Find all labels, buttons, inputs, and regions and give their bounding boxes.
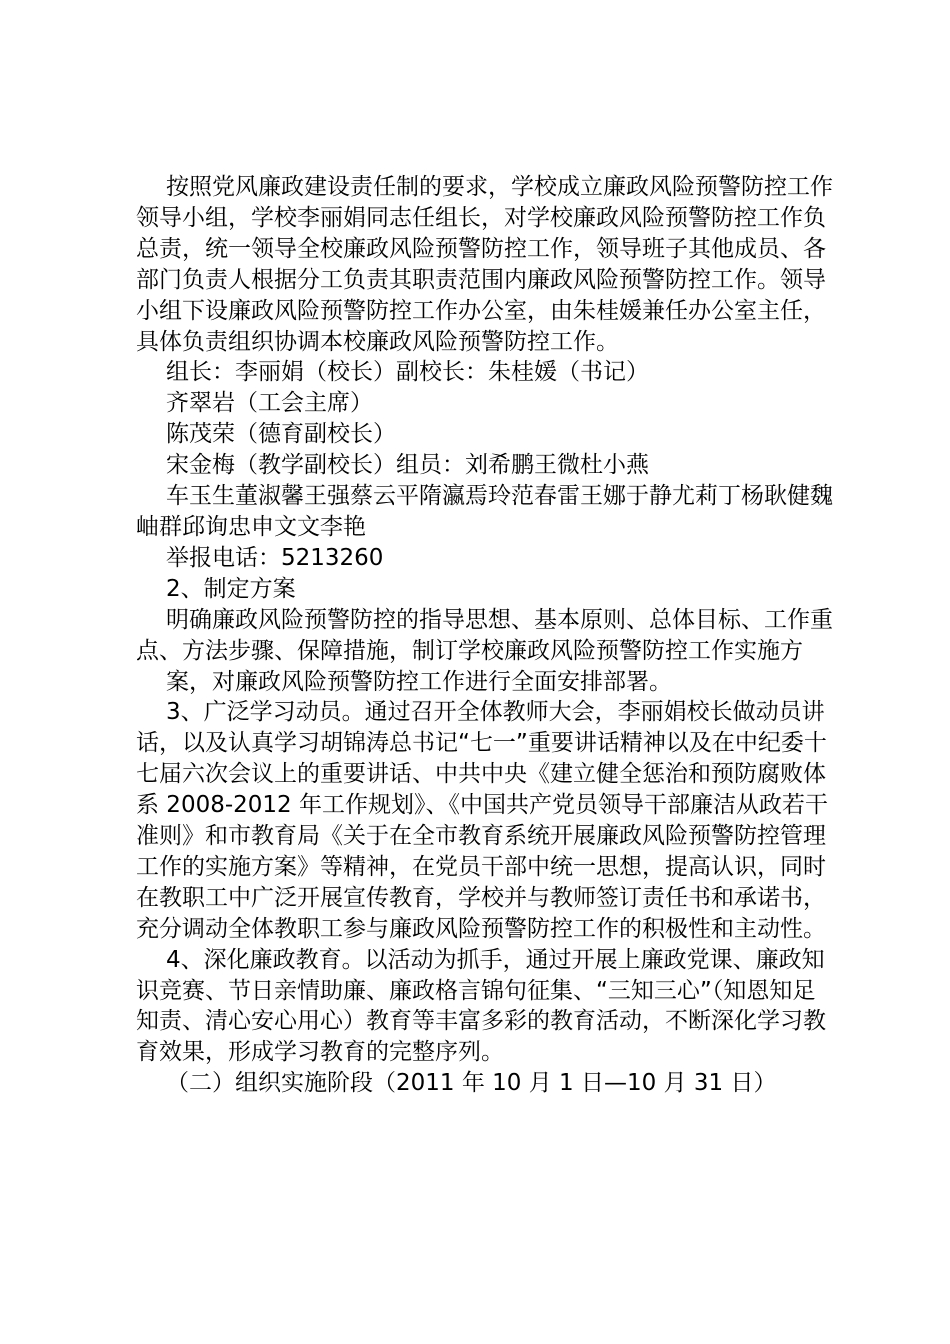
paragraph-study-mobilization: 3、广泛学习动员。通过召开全体教师大会，李丽娟校长做动员讲话，以及认真学习胡锦涛总书记“七一”重要讲话精神以及在中纪委十七届六次会议上的重要讲话、中共中央《建立健全惩治和预防腐败体系 2008-2012 年工作规划》、《中国共产党员领导干部廉洁从政若干准则》和市教育局《关于在全市教育系统开展廉政风险预警防控管理工作的实施方案》等精神，在党员干部中统一思想，提高认识，同时在教职工中广泛开展宣传教育，学校并与教师签订责任书和承诺书，充分调动全体教职工参与廉政风险预警防控工作的积极性和主动性。 bbox=[136, 699, 828, 942]
paragraph-member-chen: 陈茂荣（德育副校长） bbox=[166, 421, 396, 448]
paragraph-member-list: 车玉生董淑馨王强蔡云平隋瀛焉玲范春雷王娜于静尤莉丁杨耿健魏岫群邱询忠申文文李艳 bbox=[136, 483, 833, 540]
paragraph-report-phone: 举报电话：5213260 bbox=[166, 544, 384, 571]
paragraph-member-song: 宋金梅（教学副校长）组员：刘希鹏王微杜小燕 bbox=[166, 452, 649, 479]
paragraph-group-leader: 组长：李丽娟（校长）副校长：朱桂媛（书记） bbox=[166, 359, 649, 386]
paragraph-leadership-group: 按照党风廉政建设责任制的要求，学校成立廉政风险预警防控工作领导小组，学校李丽娟同志任组长，对学校廉政风险预警防控工作负总责，统一领导全校廉政风险预警防控工作，领导班子其他成员、各部门负责人根据分工负责其职责范围内廉政风险预警防控工作。领导小组下设廉政风险预警防控工作办公室，由朱桂媛兼任办公室主任，具体负责组织协调本校廉政风险预警防控工作。 bbox=[136, 174, 833, 355]
document-body bbox=[136, 172, 836, 1099]
paragraph-plan-detail: 明确廉政风险预警防控的指导思想、基本原则、总体目标、工作重点、方法步骤、保障措施，制订学校廉政风险预警防控工作实施方 bbox=[136, 606, 833, 664]
paragraph-plan-detail-cont: 案，对廉政风险预警防控工作进行全面安排部署。 bbox=[166, 668, 672, 695]
heading-implementation-stage: （二）组织实施阶段（2011 年 10 月 1 日—10 月 31 日） bbox=[166, 1070, 777, 1097]
paragraph-member-qi: 齐翠岩（工会主席） bbox=[166, 390, 373, 417]
heading-make-plan: 2、制定方案 bbox=[166, 575, 296, 602]
paragraph-deepen-education: 4、深化廉政教育。以活动为抓手，通过开展上廉政党课、廉政知识竞赛、节日亲情助廉、廉政格言锦句征集、“三知三心”（知恩知足知责、清心安心用心）教育等丰富多彩的教育活动，不断深化学习教育效果，形成学习教育的完整序列。 bbox=[136, 946, 826, 1066]
